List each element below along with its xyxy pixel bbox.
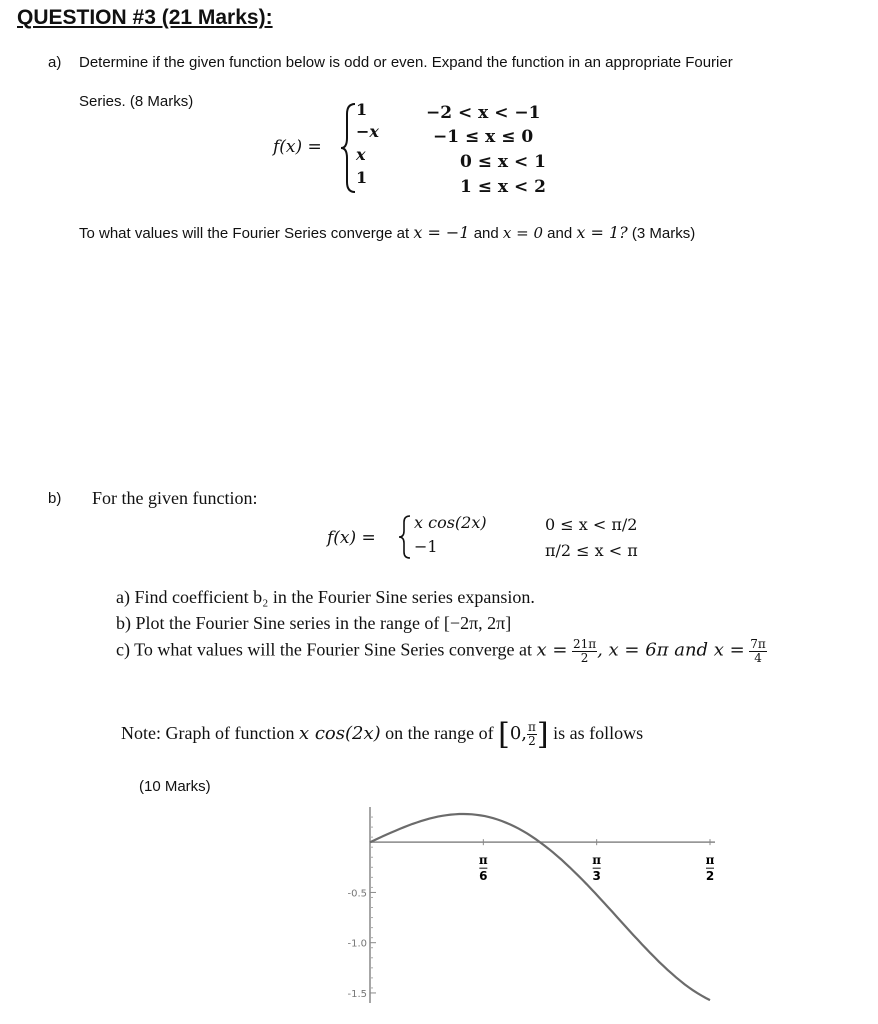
- converge-marks: (3 Marks): [631, 225, 696, 242]
- y-tick-label: -1.0: [347, 938, 367, 950]
- part-a-fx-label: f(x) =: [273, 137, 322, 157]
- frac1-numerator: 21π: [572, 637, 597, 651]
- note-range-fraction: [527, 721, 537, 748]
- part-b-piece-1-cond: 0 ≤ x < π/2: [545, 515, 638, 534]
- page-title: QUESTION #3 (21 Marks):: [17, 6, 273, 29]
- part-a-converge-line: [79, 223, 695, 242]
- converge-x1: x = −1: [413, 223, 470, 242]
- note-range-open: 0,: [509, 723, 528, 744]
- part-a-piece-1-cond: −2 < x < −1: [426, 103, 541, 123]
- note-range-numerator: π: [528, 720, 536, 735]
- note-func: x cos(2x): [298, 723, 381, 744]
- frac1-denominator: 2: [580, 651, 589, 665]
- converge-x3: x = 1?: [576, 223, 628, 242]
- part-a-piece-2-value: −x: [356, 122, 379, 141]
- note-suffix: is as follows: [553, 723, 644, 743]
- note-range-denominator: 2: [528, 734, 536, 749]
- note-mid: on the range of: [385, 723, 494, 743]
- part-b-piece-1-value: x cos(2x): [414, 513, 487, 532]
- converge-x2: x = 0: [502, 224, 543, 242]
- note-bracket-close: ]: [536, 716, 549, 752]
- x-tick-label: [479, 853, 488, 883]
- converge-and-1: and: [473, 225, 499, 242]
- svg-text:6: 6: [479, 869, 488, 884]
- svg-text:2: 2: [705, 869, 715, 884]
- svg-text:3: 3: [592, 869, 601, 884]
- part-a-piece-3-value: x: [356, 145, 366, 164]
- part-a-line1: Determine if the given function below is odd or even. Expand the function in an appropriate Fourier: [79, 54, 733, 71]
- part-b-sub-c: [116, 638, 767, 665]
- part-b-sub-a: a) Find coefficient b₂ in the Fourier Sine series expansion.: [116, 587, 535, 607]
- part-a-label: a): [48, 54, 62, 71]
- sub-c-x2: , x = 6π and x =: [597, 639, 745, 661]
- part-b-piece-2-cond: π/2 ≤ x < π: [545, 541, 638, 560]
- converge-and-2: and: [547, 225, 573, 242]
- converge-prefix: To what values will the Fourier Series converge at: [79, 225, 410, 242]
- part-b-intro: For the given function:: [92, 488, 258, 508]
- note-bracket-open: [: [498, 716, 510, 752]
- y-tick-label: -0.5: [347, 888, 367, 900]
- part-a-piece-4-cond: 1 ≤ x < 2: [460, 177, 546, 197]
- part-b-sub-b: b) Plot the Fourier Sine series in the range of [−2π, 2π]: [116, 613, 512, 633]
- sub-c-x1: x =: [536, 639, 568, 661]
- svg-text:π: π: [592, 853, 602, 868]
- x-tick-label: [592, 853, 601, 883]
- part-a-piece-3-cond: 0 ≤ x < 1: [460, 152, 546, 172]
- y-tick-label: -1.5: [347, 988, 367, 1000]
- part-a-line2: Series. (8 Marks): [79, 93, 194, 110]
- part-b-label: b): [48, 490, 62, 507]
- part-b-marks: (10 Marks): [139, 778, 211, 795]
- part-a-piece-2-cond: −1 ≤ x ≤ 0: [433, 127, 534, 147]
- frac2-numerator: 7π: [750, 637, 766, 651]
- part-b-fx-label: f(x) =: [327, 528, 376, 548]
- note-prefix: Note: Graph of function: [121, 723, 295, 743]
- part-b-brace: [398, 514, 412, 560]
- sub-c-fraction-1: [572, 638, 597, 665]
- function-graph: [300, 795, 730, 1015]
- part-b-piece-2-value: −1: [414, 537, 438, 556]
- part-a-piece-4-value: 1: [356, 168, 368, 187]
- svg-text:π: π: [705, 853, 715, 868]
- sub-c-prefix: c) To what values will the Fourier Sine Series converge at: [116, 639, 532, 660]
- sub-c-fraction-2: [749, 638, 767, 665]
- x-tick-label: [706, 853, 715, 883]
- frac2-denominator: 4: [754, 651, 762, 665]
- part-b-note: [121, 716, 643, 751]
- svg-text:π: π: [478, 853, 488, 868]
- part-a-piece-1-value: 1: [356, 100, 368, 119]
